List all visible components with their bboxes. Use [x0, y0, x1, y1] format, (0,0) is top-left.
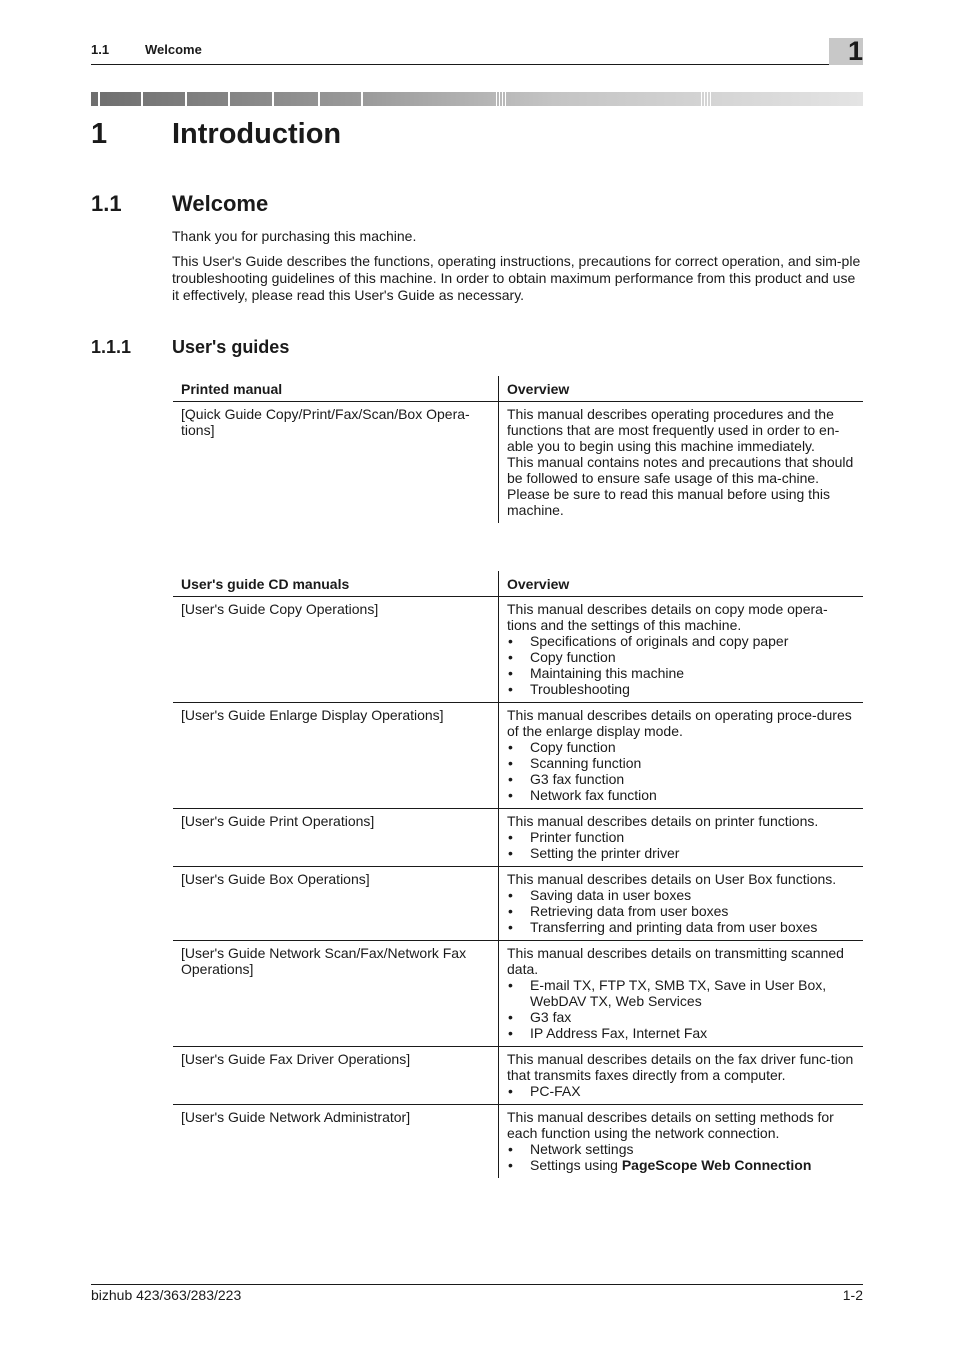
- table-row: [173, 809, 863, 867]
- chapter-number: 1: [91, 118, 108, 150]
- overview-description: This manual describes details on setting methods for each function using the network connection.: [507, 1109, 834, 1141]
- chapter-title: Introduction: [172, 118, 342, 150]
- cd-manuals-table: [173, 571, 863, 1178]
- manual-name: [User's Guide Network Administrator]: [173, 1105, 499, 1179]
- column-header-overview: Overview: [499, 376, 864, 402]
- manual-overview: [499, 402, 864, 524]
- feature-list: [507, 633, 855, 697]
- manual-name: [User's Guide Network Scan/Fax/Network Fax Operations]: [173, 941, 499, 1047]
- list-item: • IP Address Fax, Internet Fax: [507, 1025, 855, 1041]
- manual-name: [Quick Guide Copy/Print/Fax/Scan/Box Opera-tions]: [173, 402, 499, 524]
- feature-list: [507, 887, 855, 935]
- table-row: [173, 1047, 863, 1105]
- manual-overview: [499, 1047, 864, 1105]
- list-item-text: Settings using: [530, 1157, 622, 1173]
- manual-overview: [499, 941, 864, 1047]
- feature-list: [507, 1083, 855, 1099]
- printed-manual-table: [173, 376, 863, 523]
- guide-description-paragraph: This User's Guide describes the functions, operating instructions, precautions for correct operation, and sim-ple troubleshooting guidelines of this machine. In order to obtain maximum performance from this product and use it effectively, please read this User's Guide as necessary.: [172, 253, 861, 303]
- list-item: • Transferring and printing data from user boxes: [507, 919, 855, 935]
- subsection-number: 1.1.1: [91, 337, 132, 357]
- overview-line: Please be sure to read this manual before using this machine.: [507, 486, 830, 518]
- overview-description: This manual describes details on transmitting scanned data.: [507, 945, 844, 977]
- list-item: • Saving data in user boxes: [507, 887, 855, 903]
- feature-list: [507, 1141, 855, 1173]
- manual-overview: [499, 809, 864, 867]
- table-header-row: [173, 376, 863, 402]
- column-header-cd-manuals: User's guide CD manuals: [173, 571, 499, 597]
- section-title: Welcome: [172, 191, 269, 216]
- running-header-section-title: Welcome: [145, 42, 202, 57]
- list-item: • Network settings: [507, 1141, 855, 1157]
- list-item: • Network fax function: [507, 787, 855, 803]
- decorative-band: [91, 92, 863, 106]
- header-rule: [91, 64, 863, 65]
- footer-rule: [91, 1284, 863, 1285]
- overview-description: This manual describes details on User Box functions.: [507, 871, 837, 887]
- manual-overview: [499, 703, 864, 809]
- overview-description: This manual describes details on copy mode opera-tions and the settings of this machine.: [507, 601, 828, 633]
- overview-description: This manual describes details on the fax driver func-tion that transmits faxes directly from a computer.: [507, 1051, 854, 1083]
- table-row: [173, 867, 863, 941]
- feature-list: [507, 739, 855, 803]
- list-item: • Specifications of originals and copy paper: [507, 633, 855, 649]
- table-row: [173, 1105, 863, 1179]
- list-item: • E-mail TX, FTP TX, SMB TX, Save in User Box, WebDAV TX, Web Services: [507, 977, 855, 1009]
- list-item: • Scanning function: [507, 755, 855, 771]
- list-item: • G3 fax function: [507, 771, 855, 787]
- manual-overview: [499, 867, 864, 941]
- manual-overview: [499, 597, 864, 703]
- overview-line: This manual describes operating procedures and the functions that are most frequently used in order to en-able you to begin using this machine immediately.: [507, 406, 840, 454]
- manual-overview: [499, 1105, 864, 1179]
- list-item: • Printer function: [507, 829, 855, 845]
- list-item: [507, 1157, 855, 1173]
- table-row: [173, 597, 863, 703]
- chapter-tab-number: 1: [847, 36, 863, 66]
- list-item: • Copy function: [507, 649, 855, 665]
- column-header-overview: Overview: [499, 571, 864, 597]
- list-item: • Setting the printer driver: [507, 845, 855, 861]
- overview-line: This manual contains notes and precautions that should be followed to ensure safe usage of this ma-chine.: [507, 454, 854, 486]
- pagescope-web-connection-label: PageScope Web Connection: [621, 1157, 812, 1173]
- table-row: [173, 402, 863, 524]
- running-header-section-number: 1.1: [91, 42, 110, 57]
- column-header-printed-manual: Printed manual: [173, 376, 499, 402]
- list-item: • Maintaining this machine: [507, 665, 855, 681]
- table-header-row: [173, 571, 863, 597]
- manual-name: [User's Guide Enlarge Display Operations]: [173, 703, 499, 809]
- overview-description: This manual describes details on printer functions.: [507, 813, 819, 829]
- list-item: • G3 fax: [507, 1009, 855, 1025]
- manual-name: [User's Guide Copy Operations]: [173, 597, 499, 703]
- footer-page-number: 1-2: [842, 1287, 863, 1303]
- manual-name: [User's Guide Fax Driver Operations]: [173, 1047, 499, 1105]
- footer-model: bizhub 423/363/283/223: [91, 1287, 242, 1303]
- list-item: • Troubleshooting: [507, 681, 855, 697]
- table-row: [173, 703, 863, 809]
- welcome-paragraph: Thank you for purchasing this machine.: [172, 228, 417, 244]
- subsection-title: User's guides: [172, 337, 290, 357]
- list-item: • Copy function: [507, 739, 855, 755]
- overview-description: This manual describes details on operating proce-dures of the enlarge display mode.: [507, 707, 852, 739]
- list-item: • PC-FAX: [507, 1083, 855, 1099]
- feature-list: [507, 977, 855, 1041]
- table-row: [173, 941, 863, 1047]
- list-item: • Retrieving data from user boxes: [507, 903, 855, 919]
- manual-name: [User's Guide Box Operations]: [173, 867, 499, 941]
- manual-name: [User's Guide Print Operations]: [173, 809, 499, 867]
- feature-list: [507, 829, 855, 861]
- section-number: 1.1: [91, 191, 122, 216]
